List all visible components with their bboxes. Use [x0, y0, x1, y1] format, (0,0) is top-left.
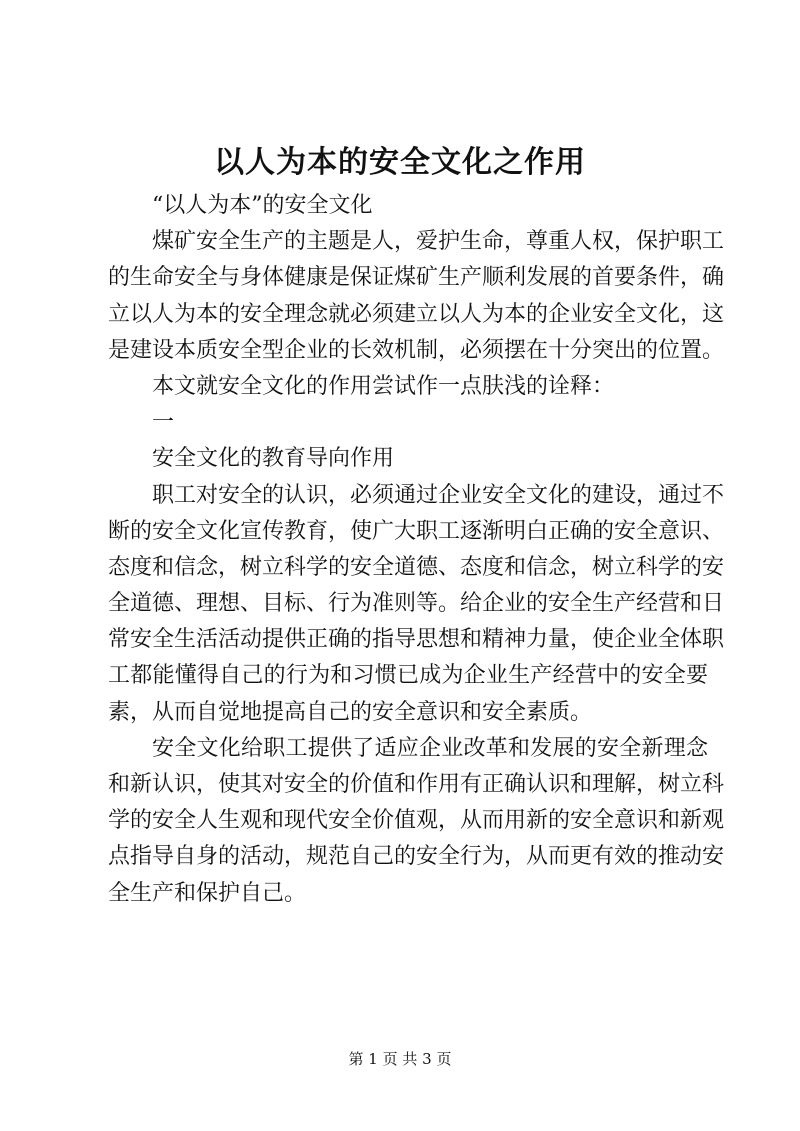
paragraph-line: 本文就安全文化的作用尝试作一点肤浅的诠释： [152, 373, 615, 399]
section-number: 一 [152, 410, 175, 436]
paragraph-line: 立以人为本的安全理念就必须建立以人为本的企业安全文化，这 [108, 301, 725, 327]
section-heading: 安全文化的教育导向作用 [152, 446, 395, 472]
page-footer: 第 1 页 共 3 页 [348, 1050, 452, 1068]
paragraph-line: 和新认识，使其对安全的价值和作用有正确认识和理解，树立科 [108, 772, 725, 797]
paragraph-line: 态度和信念，树立科学的安全道德、态度和信念，树立科学的安 [108, 554, 725, 580]
document-body [108, 188, 725, 912]
paragraph-line: 学的安全人生观和现代安全价值观，从而用新的安全意识和新观 [108, 808, 725, 834]
paragraph-line: 全生产和保护自己。 [108, 880, 307, 906]
paragraph-line: 断的安全文化宣传教育，使广大职工逐渐明白正确的安全意识、 [108, 518, 725, 544]
paragraph-line: 职工对安全的认识，必须通过企业安全文化的建设，通过不 [152, 482, 725, 508]
paragraph-line: 的生命安全与身体健康是保证煤矿生产顺利发展的首要条件，确 [108, 265, 725, 291]
paragraph-line: 安全文化给职工提供了适应企业改革和发展的安全新理念 [152, 735, 708, 761]
document-title: 以人为本的安全文化之作用 [214, 145, 586, 180]
section-heading: “以人为本”的安全文化 [152, 193, 373, 218]
paragraph-line: 常安全生活活动提供正确的指导思想和精神力量，使企业全体职 [108, 627, 725, 653]
paragraph-line: 煤矿安全生产的主题是人，爱护生命，尊重人权，保护职工 [152, 229, 725, 255]
paragraph-line: 素，从而自觉地提高自己的安全意识和安全素质。 [108, 699, 593, 725]
paragraph-line: 点指导自身的活动，规范自己的安全行为，从而更有效的推动安 [108, 844, 725, 870]
paragraph-line: 是建设本质安全型企业的长效机制，必须摆在十分突出的位置。 [108, 337, 725, 363]
paragraph-line: 工都能懂得自己的行为和习惯已成为企业生产经营中的安全要 [108, 663, 708, 689]
paragraph-line: 全道德、理想、目标、行为准则等。给企业的安全生产经营和日 [108, 591, 725, 617]
